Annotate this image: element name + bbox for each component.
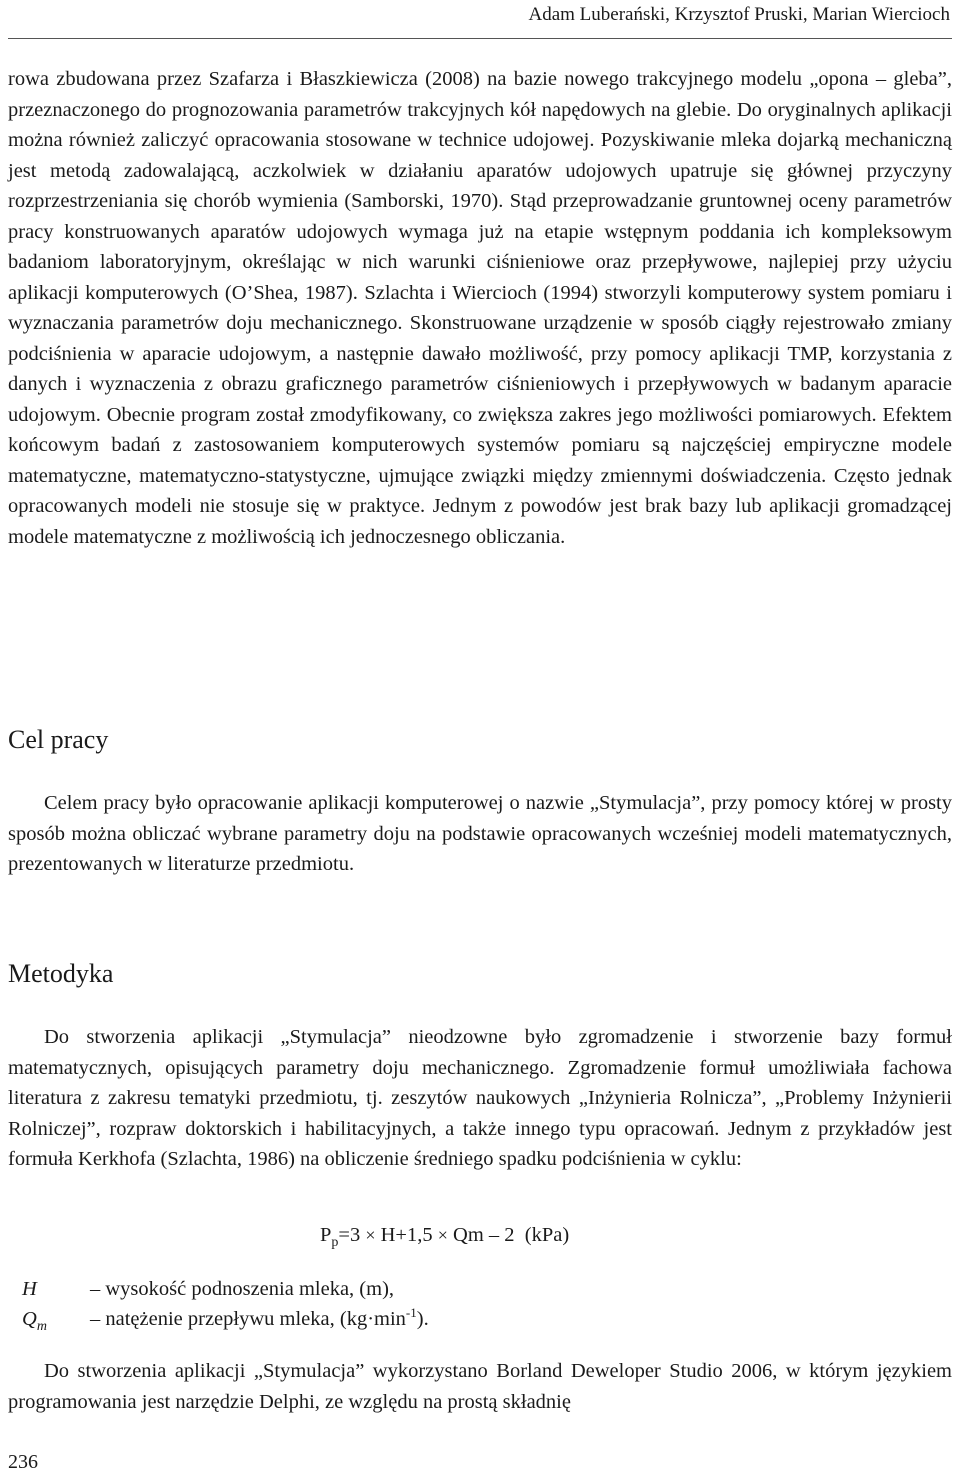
aim-block [8, 788, 952, 880]
formula-tail: – 2 [488, 1224, 515, 1246]
variable-description: – wysokość podnoszenia mleka, (m), [90, 1277, 395, 1300]
page-number: 236 [8, 1451, 38, 1473]
kerkhof-formula [320, 1220, 569, 1258]
formula-term1: H+1,5 [380, 1224, 433, 1246]
aim-paragraph: Celem pracy było opracowanie aplikacji komputerowej o nazwie „Stymulacja”, przy pomocy której w prosty sposób można obliczać wybrane parametry doju na podstawie opracowanych wcześniej modeli matematycznych, prezentowanych w literaturze przedmiotu. [8, 792, 952, 875]
formula-times-2: × [437, 1225, 448, 1245]
formula-unit: (kPa) [524, 1224, 570, 1246]
variable-description: – natężenie przepływu mleka, $(kg\cdot\min^{-1})$. [90, 1305, 429, 1330]
formula-term2: Qm [453, 1224, 484, 1246]
header-authors: Adam Luberański, Krzysztof Pruski, Marian Wiercioch [528, 4, 950, 25]
variable-row-qm [22, 1298, 429, 1342]
page-header [8, 0, 952, 39]
method-paragraph-2: Do stworzenia aplikacji „Stymulacja” wykorzystano Borland Deweloper Studio 2006, w którym językiem programowania jest narzędzie Delphi, ze względu na prostą składnię [8, 1360, 952, 1413]
formula-lhs: P [320, 1224, 332, 1246]
method-paragraph: Do stworzenia aplikacji „Stymulacja” nieodzowne było zgromadzenie i stworzenie bazy formuł matematycznych, opisujących parametry doju mechanicznego. Zgromadzenie formuł umożliwiała fachowa literatura z zakresu tematyki przedmiotu, tj. zeszytów naukowych „Inżynieria Rolnicza”, „Problemy Inżynierii Rolniczej”, rozpraw doktorskich i habilitacyjnych, a także innego typu opracowań. Jednym z przykładów jest formuła Kerkhofa (Szlachta, 1986) na obliczenie średniego spadku podciśnienia w cyklu: [8, 1026, 952, 1170]
formula-eq: =3 [338, 1224, 361, 1246]
section-heading-method: Metodyka [8, 959, 114, 988]
variable-symbol: $Q_m$ [22, 1307, 47, 1334]
intro-paragraph: rowa zbudowana przez Szafarza i Błaszkiewicza (2008) na bazie nowego trakcyjnego modelu „opona – gleba”, przeznaczonego do prognozowania parametrów trakcyjnych kół napędowych na glebie. Do oryginalnych aplikacji można również zaliczyć opracowania stosowane w technice udojowej. Pozyskiwanie mleka dojarką mechaniczną jest metodą zadowalającą, aczkolwiek w działaniu aparatów udojowych upatruje się głównej przyczyny rozprzestrzeniania się chorób wymienia (Samborski, 1970). Stąd przeprowadzanie gruntownej oceny parametrów pracy konstruowanych aparatów udojowych wymaga już na etapie wstępnym poddania ich kompleksowym badaniom laboratoryjnym, określając w nich warunki ciśnieniowe oraz przepływowe, najlepiej przy użyciu aplikacji komputerowych (O’Shea, 1987). Szlachta i Wiercioch (1994) stworzyli komputerowy system pomiaru i wyznaczania parametrów doju mechanicznego. Skonstruowane urządzenie w sposób ciągły rejestrowało zmiany podciśnienia w aparacie udojowym, a następnie dawało możliwość, przy pomocy aplikacji TMP, korzystania z danych i wyznaczenia z obrazu graficznego parametrów ciśnieniowych i przepływowych w badanym aparacie udojowym. Obecnie program został zmodyfikowany, co zwiększa zakres jego możliwości pomiarowych. Efektem końcowym badań z zastosowaniem komputerowych systemów pomiaru są najczęściej empiryczne modele matematyczne, matematyczno-statystyczne, ujmujące związki między zmiennymi doświadczenia. Często jednak opracowanych modeli nie stosuje się w praktyce. Jednym z powodów jest brak bazy lub aplikacji gromadzącej modele matematyczne z możliwością ich jednoczesnego obliczania. [8, 68, 952, 548]
method-block-2 [8, 1356, 952, 1417]
intro-block [8, 64, 952, 552]
method-block [8, 1022, 952, 1175]
formula-times-1: × [365, 1225, 376, 1245]
formula-lhs-sub: p [331, 1235, 339, 1251]
section-heading-aim: Cel pracy [8, 725, 109, 754]
variable-symbol: H [22, 1277, 37, 1300]
